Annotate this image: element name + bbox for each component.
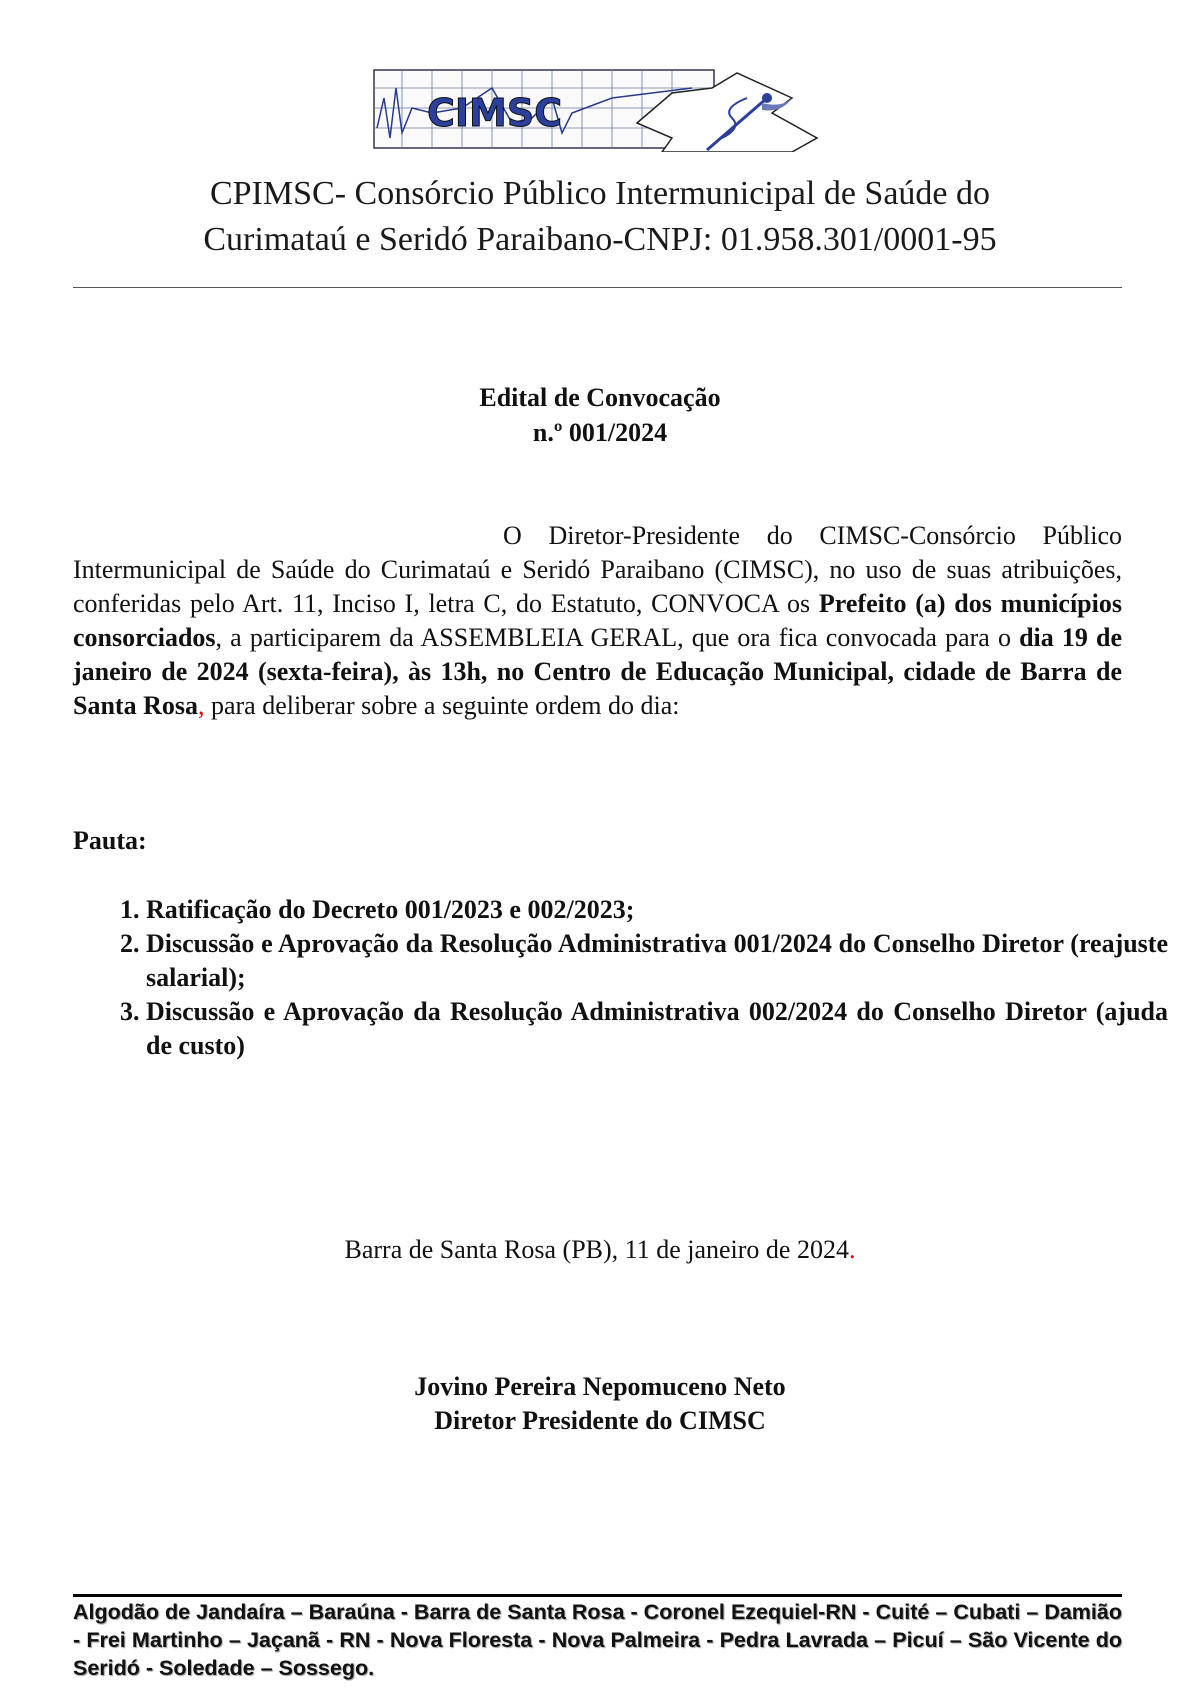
convocation-body <box>73 519 1122 723</box>
meeting-details: dia 19 de janeiro de 2024 (sexta-feira), às 13h, no Centro de Educação Municipal, cidade de Barra de Santa Rosa <box>73 623 1123 720</box>
header-divider <box>73 287 1122 288</box>
org-header-line1: CPIMSC- Consórcio Público Intermunicipal de Saúde do <box>209 175 991 212</box>
agenda-item: 1. Ratificação do Decreto 001/2023 e 002/2023; <box>146 893 1168 927</box>
red-dot: . <box>848 1235 856 1264</box>
agenda-item: 2. Discussão e Aprovação da Resolução Administrativa 001/2024 do Conselho Diretor (reajuste salarial); <box>146 927 1168 995</box>
signatory-role: Diretor Presidente do CIMSC <box>434 1406 766 1435</box>
document-title: Edital de Convocação <box>479 383 721 412</box>
agenda-list <box>100 893 1168 1063</box>
svg-text:CIMSC: CIMSC <box>427 91 563 135</box>
member-municipalities-footer: Algodão de Jandaíra – Baraúna - Barra de Santa Rosa - Coronel Ezequiel-RN - Cuité – Cubati – Damião - Frei Martinho – Jaçanã - RN - Nova Floresta - Nova Palmeira - Pedra Lavrada – Picuí – São Vicente do Seridó - Soledade – Sossego. <box>73 1600 1122 1680</box>
date-line <box>0 1235 1200 1265</box>
signatory-name: Jovino Pereira Nepomuceno Neto <box>414 1372 786 1401</box>
body-text: O Diretor-Presidente do CIMSC-Consórcio Público Intermunicipal de Saúde do Curimataú e Seridó Paraibano (CIMSC), no uso de suas atribuições, conferidas pelo Art. 11, Inciso I, letra C, do Estatuto, CONVOCA os <box>73 521 1122 618</box>
cimsc-logo <box>372 68 832 152</box>
body-text: para deliberar sobre a seguinte ordem do dia: <box>204 691 680 720</box>
date-text: Barra de Santa Rosa (PB), 11 de janeiro de 2024 <box>344 1235 849 1264</box>
red-comma: , <box>197 691 205 720</box>
body-text: , a participarem da ASSEMBLEIA GERAL, que ora fica convocada para o <box>215 623 1020 652</box>
document-number: n.º 001/2024 <box>532 418 668 447</box>
org-header-line2: Curimataú e Seridó Paraibano-CNPJ: 01.958.301/0001-95 <box>203 221 997 258</box>
agenda-label: Pauta: <box>73 826 147 855</box>
agenda-item: 3. Discussão e Aprovação da Resolução Administrativa 002/2024 do Conselho Diretor (ajuda de custo) <box>146 995 1168 1063</box>
footer-divider <box>73 1594 1122 1597</box>
body-bold-text: Prefeito (a) dos municípios consorciados <box>73 589 1122 652</box>
